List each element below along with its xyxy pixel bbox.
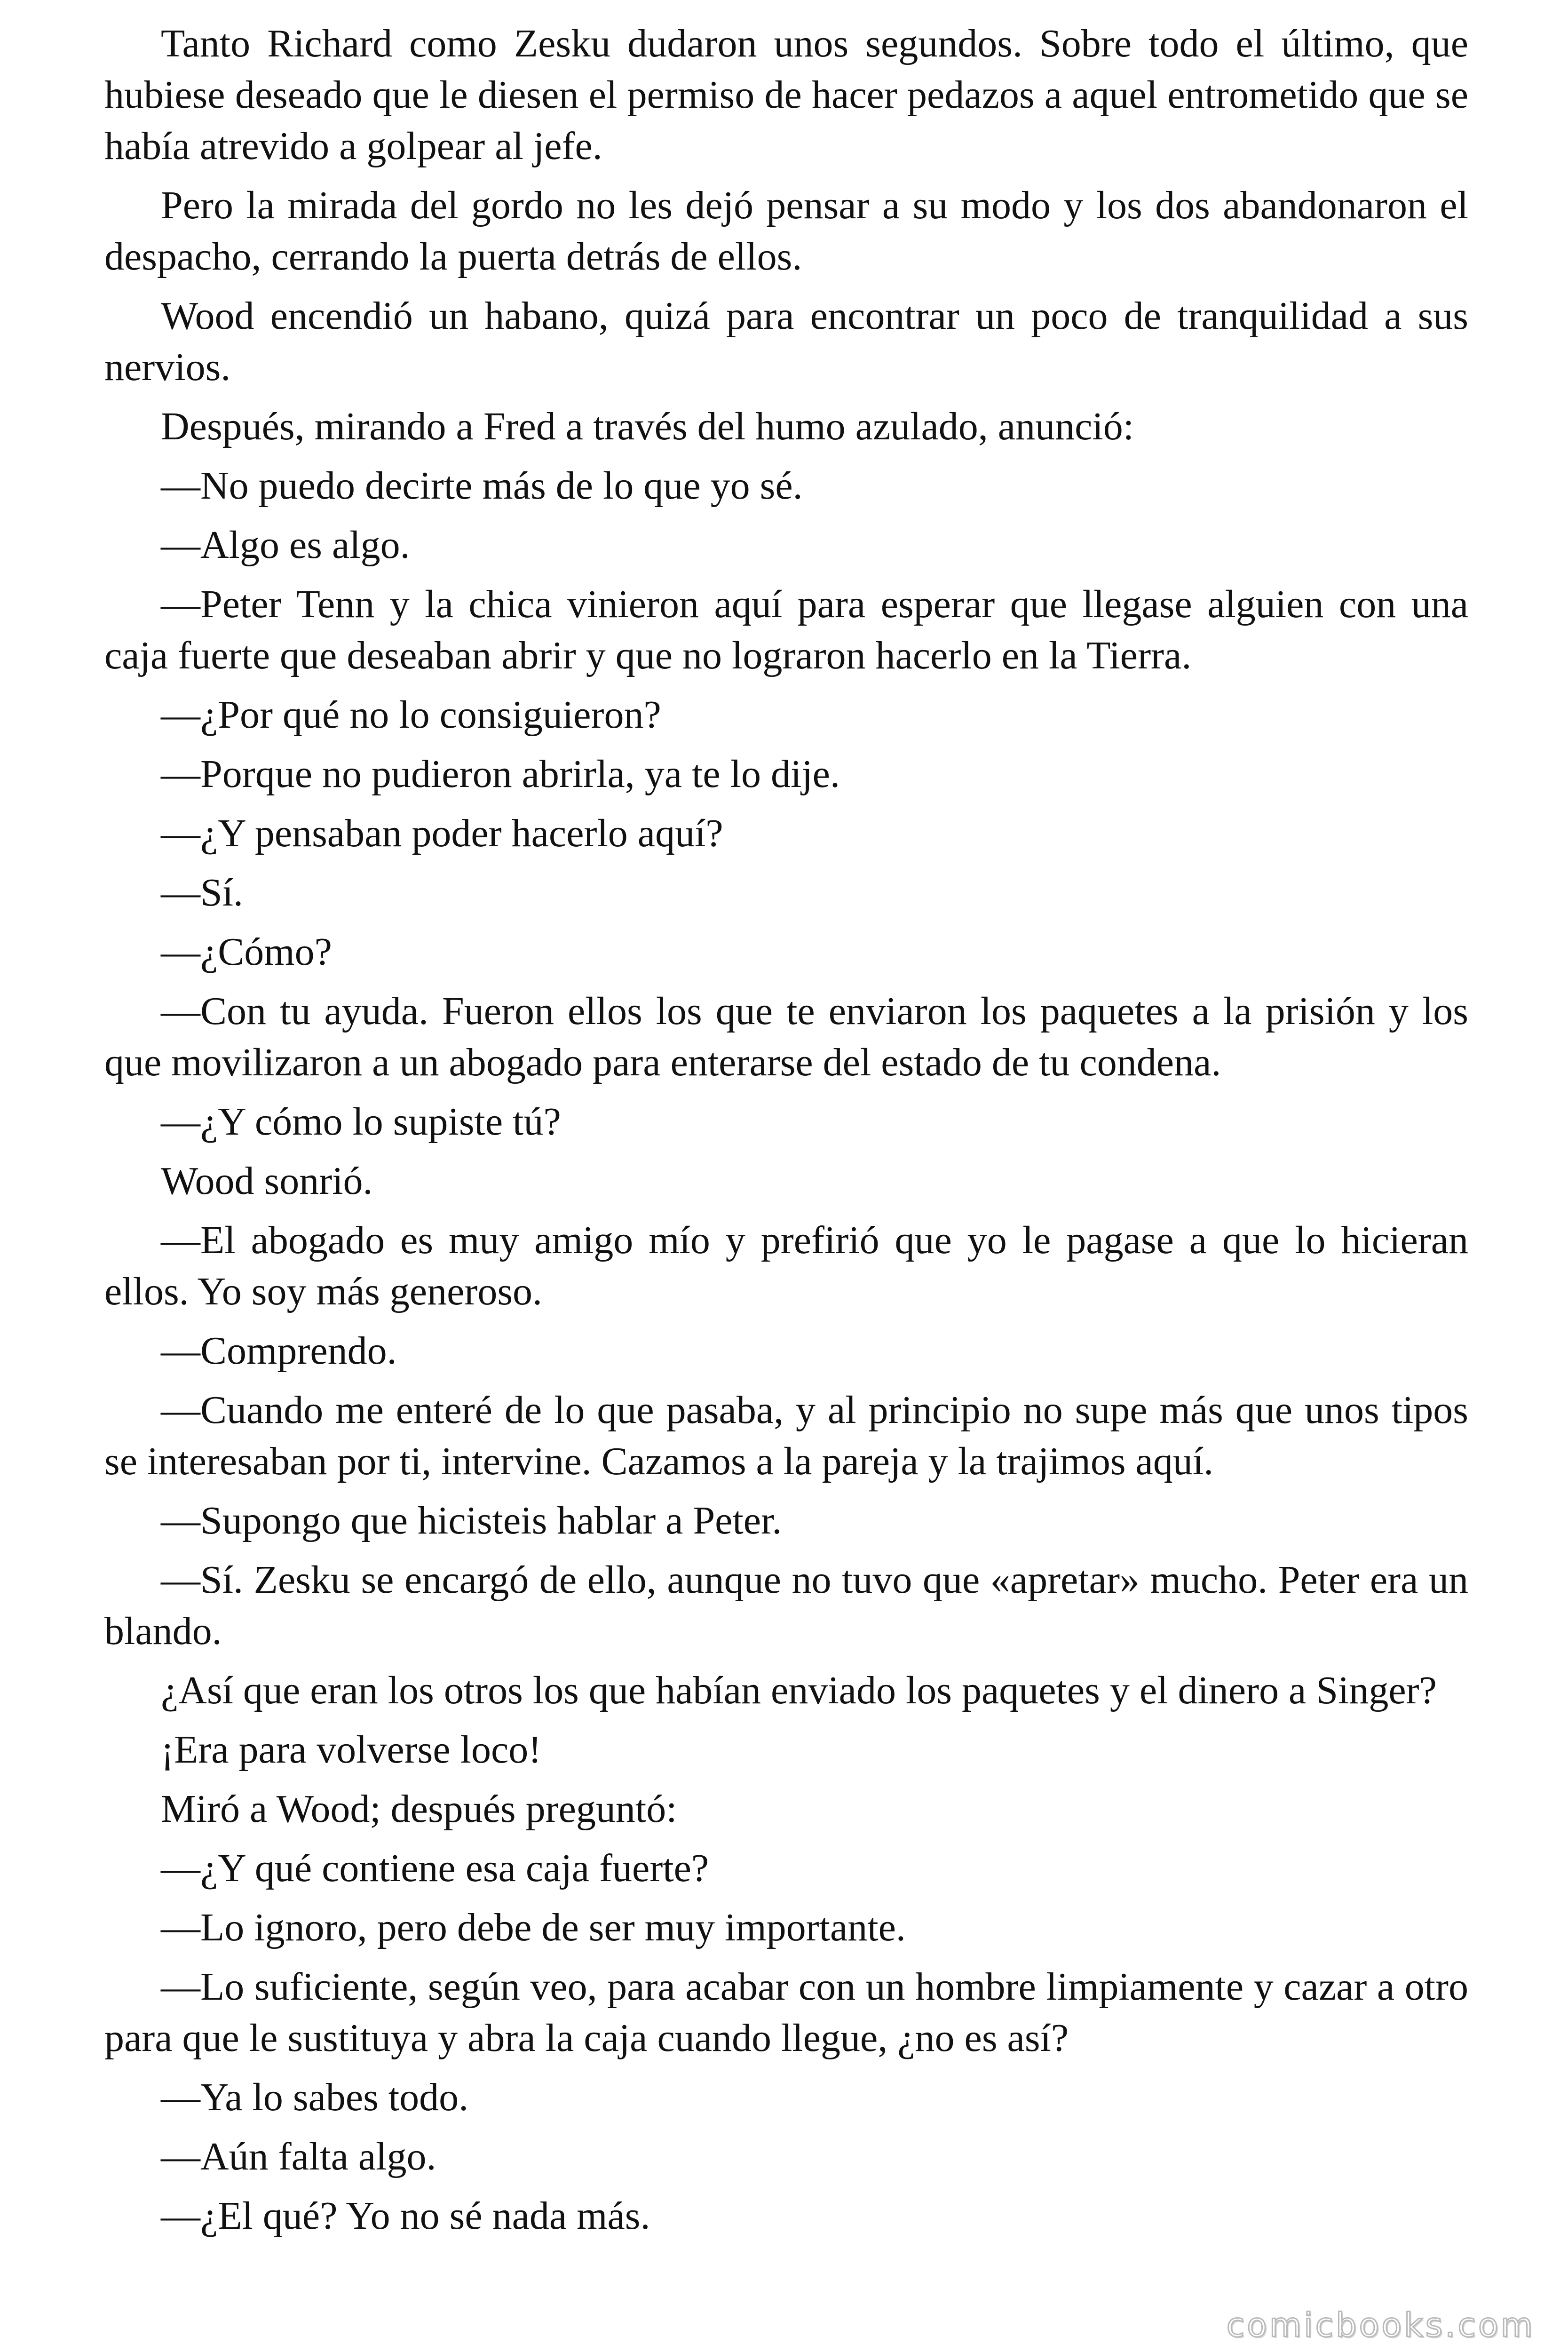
paragraph: ¡Era para volverse loco!: [161, 1728, 542, 1772]
paragraph: Después, mirando a Fred a través del humo azulado, anunció:: [161, 405, 1134, 448]
dialogue-line: —Peter Tenn y la chica vinieron aquí para esperar que llegase alguien con una caja fuerte que deseaban abrir y que no lograron hacerlo en la Tierra.: [104, 582, 1468, 677]
dialogue-line: —Lo suficiente, según veo, para acabar con un hombre limpiamente y cazar a otro para que le sustituya y abra la caja cuando llegue, ¿no es así?: [104, 1965, 1468, 2060]
dialogue-line: —Comprendo.: [161, 1329, 397, 1373]
dialogue-line: —¿Y cómo lo supiste tú?: [161, 1100, 561, 1144]
dialogue-line: —¿Y qué contiene esa caja fuerte?: [161, 1846, 709, 1890]
paragraph: Miró a Wood; después preguntó:: [161, 1787, 677, 1831]
dialogue-line: —El abogado es muy amigo mío y prefirió que yo le pagase a que lo hicieran ellos. Yo soy más generoso.: [104, 1218, 1468, 1313]
dialogue-line: —Algo es algo.: [161, 523, 410, 567]
dialogue-line: —¿Por qué no lo consiguieron?: [161, 693, 661, 737]
dialogue-line: —¿Y pensaban poder hacerlo aquí?: [161, 811, 723, 855]
page-text: [104, 18, 1468, 2249]
dialogue-line: —¿Cómo?: [161, 930, 332, 974]
dialogue-line: —¿El qué? Yo no sé nada más.: [161, 2194, 650, 2238]
watermark: comicbooks.com: [1226, 2306, 1535, 2344]
dialogue-line: —Con tu ayuda. Fueron ellos los que te enviaron los paquetes a la prisión y los que movilizaron a un abogado para enterarse del estado de tu condena.: [104, 989, 1468, 1084]
paragraph: Pero la mirada del gordo no les dejó pensar a su modo y los dos abandonaron el despacho, cerrando la puerta detrás de ellos.: [104, 183, 1468, 278]
dialogue-line: —Sí. Zesku se encargó de ello, aunque no tuvo que «apretar» mucho. Peter era un blando.: [104, 1558, 1468, 1653]
paragraph: Tanto Richard como Zesku dudaron unos segundos. Sobre todo el último, que hubiese deseado que le diesen el permiso de hacer pedazos a aquel entrometido que se había atrevido a golpear al jefe.: [104, 22, 1468, 168]
dialogue-line: —Lo ignoro, pero debe de ser muy importante.: [161, 1906, 906, 1949]
paragraph: Wood sonrió.: [161, 1159, 373, 1203]
dialogue-line: —Cuando me enteré de lo que pasaba, y al principio no supe más que unos tipos se interesaban por ti, intervine. Cazamos a la pareja y la trajimos aquí.: [104, 1388, 1468, 1483]
paragraph: ¿Así que eran los otros los que habían enviado los paquetes y el dinero a Singer?: [161, 1669, 1437, 1712]
dialogue-line: —Aún falta algo.: [161, 2135, 436, 2178]
dialogue-line: —Supongo que hicisteis hablar a Peter.: [161, 1499, 782, 1542]
paragraph: Wood encendió un habano, quizá para encontrar un poco de tranquilidad a sus nervios.: [104, 294, 1468, 389]
dialogue-line: —Porque no pudieron abrirla, ya te lo dije.: [161, 752, 840, 796]
dialogue-line: —No puedo decirte más de lo que yo sé.: [161, 464, 803, 508]
dialogue-line: —Sí.: [161, 871, 244, 914]
dialogue-line: —Ya lo sabes todo.: [161, 2075, 469, 2119]
